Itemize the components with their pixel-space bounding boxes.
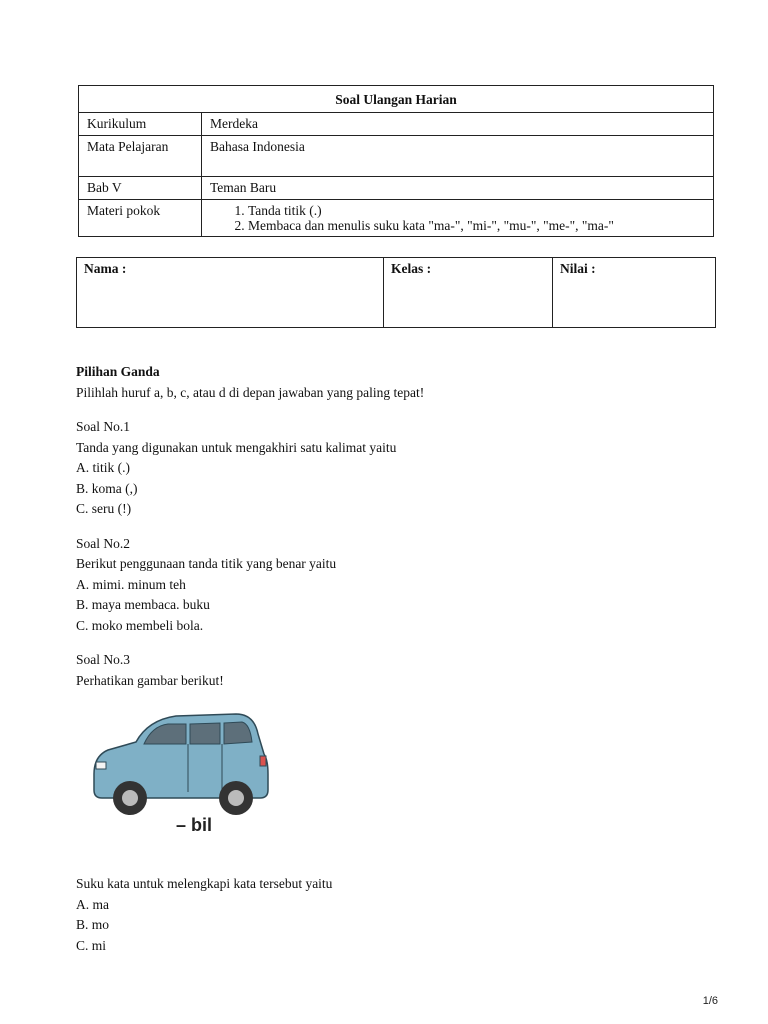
question-text: Berikut penggunaan tanda titik yang benar yaitu bbox=[76, 556, 337, 571]
page-number: 1/6 bbox=[702, 995, 718, 1007]
kurikulum-value: Merdeka bbox=[202, 113, 714, 136]
answer-option[interactable]: B. maya membaca. buku bbox=[76, 597, 210, 612]
materi-list bbox=[202, 200, 714, 237]
question-label: Soal No.3 bbox=[76, 652, 130, 667]
identity-table bbox=[76, 257, 716, 328]
answer-option[interactable]: C. moko membeli bola. bbox=[76, 617, 204, 633]
kelas-field[interactable]: Kelas : bbox=[384, 258, 553, 328]
exam-title: Soal Ulangan Harian bbox=[79, 86, 714, 113]
kurikulum-label: Kurikulum bbox=[79, 113, 202, 136]
answer-option[interactable]: C. seru (!) bbox=[76, 501, 132, 516]
section-title: Pilihan Ganda bbox=[76, 364, 160, 379]
bab-value: Teman Baru bbox=[202, 177, 714, 200]
question-text: Perhatikan gambar berikut! bbox=[76, 672, 224, 688]
question-label: Soal No.1 bbox=[76, 419, 130, 434]
info-table bbox=[78, 85, 714, 237]
materi-item: 1. Tanda titik (.) bbox=[248, 203, 705, 218]
materi-label: Materi pokok bbox=[79, 200, 202, 237]
question-label: Soal No.2 bbox=[76, 535, 130, 551]
answer-option[interactable]: B. koma (,) bbox=[76, 480, 138, 496]
answer-option[interactable]: A. ma bbox=[76, 896, 109, 912]
question-text: Suku kata untuk melengkapi kata tersebut yaitu bbox=[76, 876, 333, 891]
mapel-label: Mata Pelajaran bbox=[79, 136, 202, 177]
bab-label: Bab V bbox=[79, 177, 202, 200]
materi-item: 2. Membaca dan menulis suku kata "ma-", "mi-", "mu-", "me-", "ma-" bbox=[248, 218, 705, 233]
question-text: Tanda yang digunakan untuk mengakhiri satu kalimat yaitu bbox=[76, 439, 397, 455]
answer-option[interactable]: A. titik (.) bbox=[76, 460, 130, 475]
answer-option[interactable]: C. mi bbox=[76, 937, 107, 953]
nama-field[interactable]: Nama : bbox=[77, 258, 384, 328]
nilai-field[interactable]: Nilai : bbox=[553, 258, 716, 328]
answer-option[interactable]: A. mimi. minum teh bbox=[76, 576, 186, 592]
question-3-followup bbox=[76, 874, 716, 956]
questions-section bbox=[76, 362, 716, 691]
mapel-value: Bahasa Indonesia bbox=[202, 136, 714, 177]
section-instruction: Pilihlah huruf a, b, c, atau d di depan jawaban yang paling tepat! bbox=[76, 384, 425, 400]
image-caption: – bil bbox=[176, 815, 213, 835]
answer-option[interactable]: B. mo bbox=[76, 917, 110, 932]
